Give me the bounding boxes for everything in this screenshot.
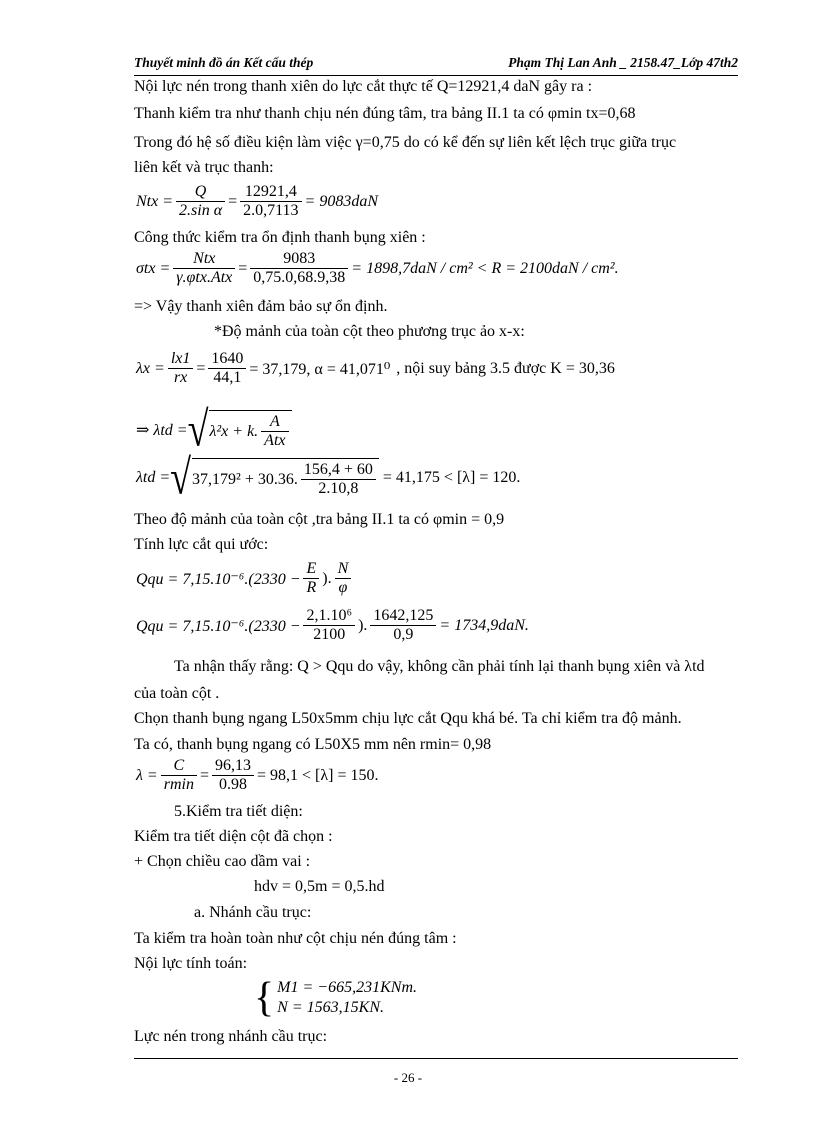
equation-sigma: σtx = $\frac{\text{Ntx}}{\text{γ.φtx.Atx}}$ = $\frac{9083}{0,75.0,68.9,38}$ = 1898,7daN / cm² < R = 2100daN / cm². <box>136 250 619 286</box>
text-line: Ta nhận thấy rằng: Q > Qqu do vậy, không cần phải tính lại thanh bụng xiên và λtd <box>174 658 705 675</box>
text-line: *Độ mảnh của toàn cột theo phương trục ảo x-x: <box>214 323 525 340</box>
text-line: + Chọn chiều cao dầm vai : <box>134 853 311 870</box>
fraction: $\frac{\text{2,1.10⁶}}{2100}$ <box>303 607 355 644</box>
eq-result: = 1734,9daN. <box>439 616 529 634</box>
text-line: Lực nén trong nhánh cầu trục: <box>134 1028 328 1045</box>
fraction: $\frac{Q}{\text{2.sin α}}$ <box>176 183 225 220</box>
eq-lhs: Ntx = <box>136 192 174 210</box>
equation-lambda-td: ⇒ λtd = √ λ²x + k. $\frac{A}{\text{Atx}}$ <box>136 410 292 450</box>
text-line: Kiểm tra tiết diện cột đã chọn : <box>134 828 333 845</box>
text-line: Trong đó hệ số điều kiện làm việc γ=0,75 do có kể đến sự liên kết lệch trục giữa trục <box>134 134 677 151</box>
fraction: $\frac{N}{\varphi}$ <box>335 560 352 597</box>
text-line: Thanh kiểm tra như thanh chịu nén đúng tâm, tra bảng II.1 ta có φmin tx=0,68 <box>134 105 636 122</box>
sqrt: √ λ²x + k. $\frac{A}{\text{Atx}}$ <box>188 410 292 450</box>
text-line: Theo độ mảnh của toàn cột ,tra bảng II.1 ta có φmin = 0,9 <box>134 511 505 528</box>
section-heading: 5.Kiểm tra tiết diện: <box>174 803 303 820</box>
eq-result: = 1898,7daN / cm² < R = 2100daN / cm². <box>351 259 619 277</box>
equation-system: { M1 = −665,231KNm. N = 1563,15KN. <box>254 975 417 1021</box>
equation-qqu: Qqu = 7,15.10⁻⁶.(2330 − $\frac{E}{R}$ ). $\frac{N}{\varphi}$ <box>136 560 354 597</box>
text-line: Tính lực cắt qui ước: <box>134 536 269 553</box>
text-line: Nội lực nén trong thanh xiên do lực cắt thực tế Q=12921,4 daN gây ra : <box>134 78 593 95</box>
text-line: Nội lực tính toán: <box>134 955 248 972</box>
equation-lambda-x: λx = $\frac{lx1}{rx}$ = $\frac{1640}{44,1}$ = 37,179, α = 41,071⁰ , nội suy bảng 3.5 được K = 30,36 <box>136 350 615 386</box>
eq-result: = 98,1 < [λ] = 150. <box>257 766 379 784</box>
header-left: Thuyết minh đồ án Kết cấu thép <box>134 55 314 70</box>
fraction: $\frac{lx1}{rx}$ <box>168 350 194 387</box>
text-line: => Vậy thanh xiên đảm bảo sự ổn định. <box>134 298 388 315</box>
brace: { <box>254 975 275 1021</box>
equation-qqu-value: Qqu = 7,15.10⁻⁶.(2330 − $\frac{\text{2,1.10⁶}}{2100}$ ). $\frac{1642,125}{0,9}$ = 1734,9daN. <box>136 607 529 643</box>
text-line: hdv = 0,5m = 0,5.hd <box>254 878 385 895</box>
page-number: - 26 - <box>393 1070 423 1085</box>
text-line: Ta có, thanh bụng ngang có L50X5 mm nên rmin= 0,98 <box>134 736 492 753</box>
eq-result: = 41,175 < [λ] = 120. <box>382 469 521 486</box>
equation-lambda: λ = $\frac{C}{rmin}$ = $\frac{96,13}{0.98}$ = 98,1 < [λ] = 150. <box>136 757 379 793</box>
header-rule <box>134 75 738 76</box>
equation-ntx: Ntx = $\frac{Q}{\text{2.sin α}}$ = $\frac{12921,4}{2.0,7113}$ = 9083daN <box>136 183 378 219</box>
text-line: của toàn cột . <box>134 685 220 702</box>
text-line: Chọn thanh bụng ngang L50x5mm chịu lực cắt Qqu khá bé. Ta chỉ kiểm tra độ mảnh. <box>134 710 682 727</box>
text-line: Công thức kiểm tra ổn định thanh bụng xiên : <box>134 229 426 246</box>
fraction: $\frac{96,13}{0.98}$ <box>212 757 254 794</box>
footer-rule <box>134 1058 738 1059</box>
fraction: $\frac{C}{rmin}$ <box>161 757 197 794</box>
fraction: $\frac{9083}{0,75.0,68.9,38}$ <box>250 250 348 287</box>
text-line: Ta kiểm tra hoàn toàn như cột chịu nén đúng tâm : <box>134 930 457 947</box>
fraction: $\frac{E}{R}$ <box>303 560 319 597</box>
fraction: $\frac{12921,4}{2.0,7113}$ <box>240 183 301 220</box>
sqrt: √ 37,179² + 30.36. $\frac{156,4 + 60}{2.10,8}$ <box>170 458 379 498</box>
subsection-heading: a. Nhánh cầu trục: <box>194 904 312 921</box>
header-right: Phạm Thị Lan Anh _ 2158.47_Lớp 47th2 <box>508 55 738 70</box>
eq-note: , nội suy bảng 3.5 được K = 30,36 <box>396 359 615 377</box>
eq-result: = 37,179, α = 41,071⁰ <box>249 360 391 378</box>
fraction: $\frac{\text{Ntx}}{\text{γ.φtx.Atx}}$ <box>173 250 235 287</box>
fraction: $\frac{1642,125}{0,9}$ <box>370 607 436 644</box>
text-line: liên kết và trục thanh: <box>134 159 274 176</box>
equation-lambda-td-value: λtd = √ 37,179² + 30.36. $\frac{156,4 + 60}{2.10,8}$ = 41,175 < [λ] = 120. <box>136 450 521 506</box>
eq-result: = 9083daN <box>304 192 378 210</box>
fraction: $\frac{1640}{44,1}$ <box>208 350 246 387</box>
